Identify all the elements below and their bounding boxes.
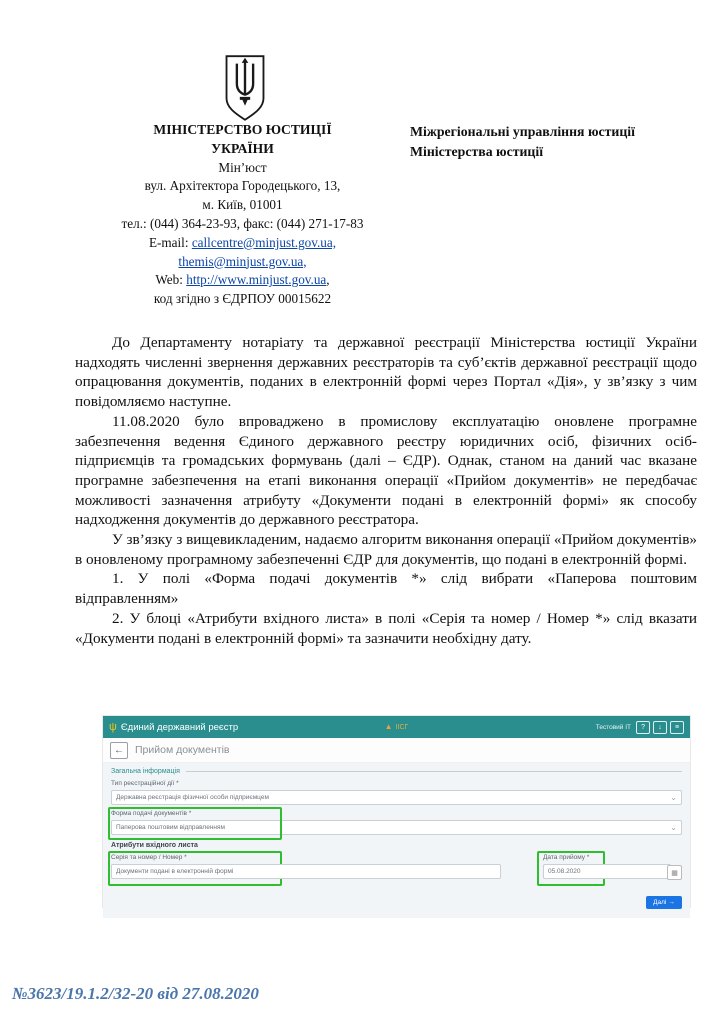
edr-header-bar [103,716,690,738]
ministry-name-line1: МІНІСТЕРСТВО ЮСТИЦІЇ [153,122,332,137]
edr-page-title: Прийом документів [135,744,230,756]
chevron-down-icon: ⌄ [670,792,677,802]
paragraph-3: У зв’язку з вищевикладеним, надаємо алгоритм виконання операції «Прийом документів» в оновленому програмному забезпеченні ЄДР для документів, що подані в електронній формі. [75,531,697,568]
receive-date-value: 05.08.2020 [548,868,581,875]
incoming-letter-row [111,854,682,884]
ministry-name-line2: УКРАЇНИ [211,140,274,156]
edr-user-area [408,721,684,734]
edr-form [103,763,690,918]
submission-form-select[interactable] [111,820,682,835]
address-line2: м. Київ, 01001 [202,197,283,213]
back-button[interactable]: ← [110,742,128,759]
field-receive-date [543,854,671,879]
section-incoming-letter: Атрибути вхідного листа [111,842,198,849]
section-general-info [111,768,682,775]
next-button[interactable] [646,896,682,909]
edrpou-line: код згідно з ЄДРПОУ 00015622 [153,291,332,307]
field-reg-type [111,780,682,805]
web-prefix: Web: [155,272,187,288]
field-serial-number [111,854,501,879]
email-line2 [55,253,430,272]
chevron-down-icon: ⌄ [670,822,677,832]
warning-text: ІІСГ [395,723,409,731]
email-link-1[interactable]: callcentre@minjust.gov.ua, [191,234,337,250]
section-general-info-label: Загальна інформація [111,768,180,775]
serial-number-label: Серія та номер / Номер * [111,854,187,861]
warning-indicator [385,723,409,731]
trident-icon: ψ [109,720,117,733]
paragraph-1: До Департаменту нотаріату та державної реєстрації Міністерства юстиції України надходять численні звернення державних реєстраторів та суб’єктів державної реєстрації щодо опрацювання документів, поданих в електронній формі через Портал «Дія», у зв’язку з чим повідомляємо наступне. [75,334,697,411]
document-reference: №3623/19.1.2/32-20 від 27.08.2020 [12,984,259,1003]
recipient-block: Міжрегіональні управління юстиції Міністерства юстиції [410,124,635,159]
web-line [55,271,430,290]
submission-form-value: Паперова поштовим відправленням [116,824,225,831]
edr-app-title: Єдиний державний реєстр [120,721,239,733]
address-line1: вул. Архітектора Городецького, 13, [144,178,341,194]
receive-date-label: Дата прийому * [543,854,590,861]
menu-button[interactable]: ≡ [670,721,684,734]
paragraph-2: 11.08.2020 було впроваджено в промислову експлуатацію оновлене програмне забезпечення ведення Єдиного державного реєстру юридичних осіб, фізичних осіб-підприємців та громадських формувань (далі – ЄДР). Однак, станом на даний час вказане програмне забезпечення на етапі виконання операції «Прийом документів» не передбачає можливості зазначення атрибуту «Документи подані в електронній формі» як способу надходження документів до державного реєстратора. [75,412,697,529]
calendar-button[interactable]: ▦ [667,865,682,880]
serial-number-value: Документи подані в електронній формі [116,868,234,875]
serial-number-input[interactable] [111,864,501,879]
paragraph-4: 1. У полі «Форма подачі документів *» слід вибрати «Паперова поштовим відправленням» [75,570,697,608]
warning-icon: ▲ [384,722,393,731]
download-button[interactable]: ↓ [653,721,667,734]
ministry-short-name: Мін’юст [218,159,267,175]
coat-of-arms-icon [222,54,268,122]
edr-toolbar [103,738,690,763]
email-prefix: E-mail: [148,234,192,250]
web-link[interactable]: http://www.minjust.gov.ua [186,272,327,288]
edr-brand [109,722,385,733]
reg-type-value: Державна реєстрація фізичної особи підприємцем [116,794,269,801]
help-button[interactable]: ? [636,721,650,734]
edr-screenshot [103,716,690,907]
arrow-right-icon: → [668,899,675,906]
reg-type-select[interactable] [111,790,682,805]
user-label: Тестовий ІТ [595,723,632,731]
phone-fax-line: тел.: (044) 364-23-93, факс: (044) 271-17-83 [121,215,364,231]
sender-block [55,121,430,309]
reg-type-label: Тип реєстраційної дії * [111,780,179,787]
submission-form-label: Форма подачі документів * [111,810,192,817]
paragraph-5: 2. У блоці «Атрибути вхідного листа» в полі «Серія та номер / Номер *» слід вказати «Документи подані в електронній формі» та зазначити необхідну дату. [75,609,697,647]
web-suffix: , [326,272,330,288]
letter-body [75,333,697,648]
section-divider [186,771,682,772]
next-button-label: Далі [653,899,667,906]
field-submission-form [111,810,682,835]
email-line1 [55,234,430,253]
email-link-2[interactable]: themis@minjust.gov.ua, [178,253,307,269]
receive-date-input[interactable] [543,864,671,879]
